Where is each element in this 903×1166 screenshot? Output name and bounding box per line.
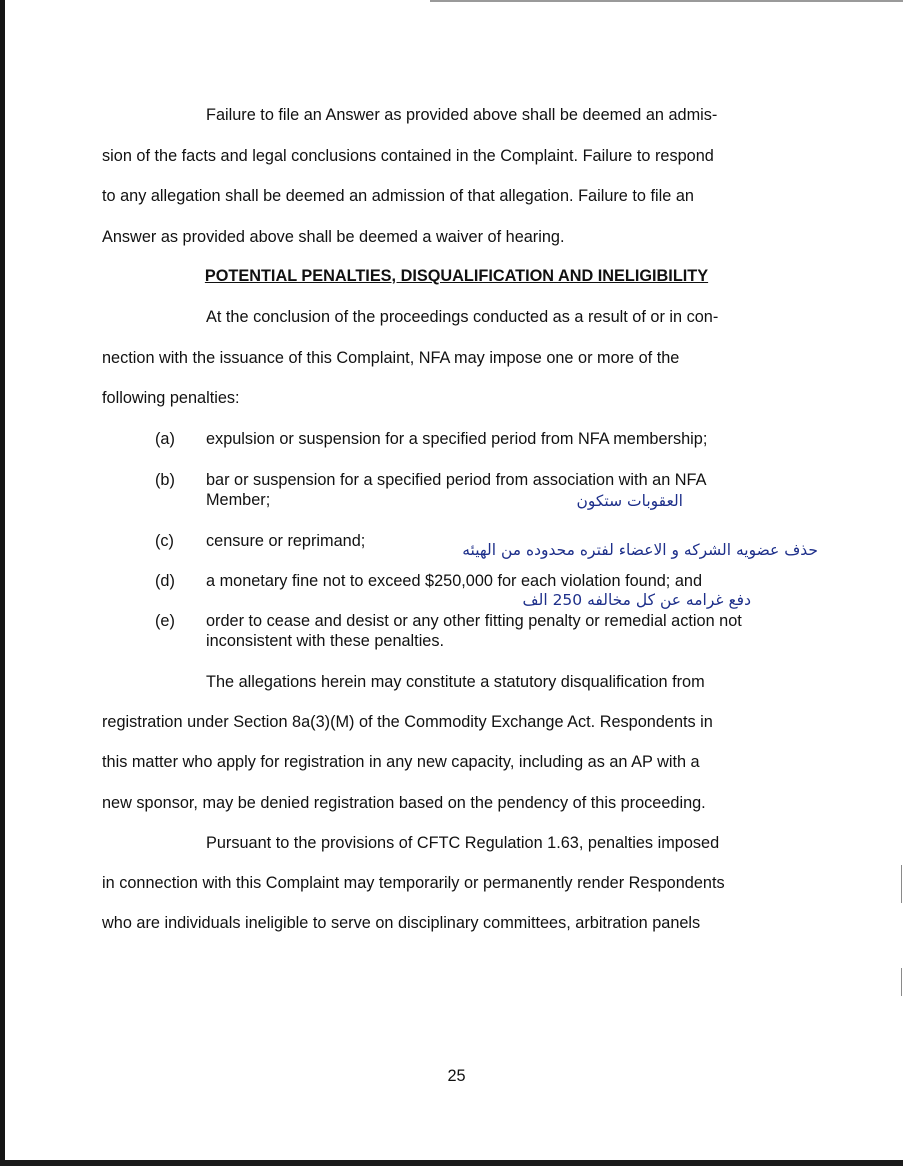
paragraph-line: this matter who apply for registration in any new capacity, including as an AP with a (102, 753, 700, 771)
paragraph-line: sion of the facts and legal conclusions contained in the Complaint. Failure to respond (102, 147, 714, 165)
paragraph-line: Failure to file an Answer as provided above shall be deemed an admis- (206, 106, 718, 124)
penalty-text: order to cease and desist or any other fitting penalty or remedial action not inconsistent with these penalties. (206, 612, 742, 650)
paragraph-line: nection with the issuance of this Complaint, NFA may impose one or more of the (102, 349, 680, 367)
penalty-label: (d) (155, 572, 175, 590)
scan-mark (901, 968, 902, 996)
penalty-label: (a) (155, 430, 175, 448)
paragraph-line: Answer as provided above shall be deemed a waiver of hearing. (102, 228, 565, 246)
paragraph-line: new sponsor, may be denied registration based on the pendency of this proceeding. (102, 794, 706, 812)
page-number: 25 (447, 1067, 466, 1085)
paragraph-line: registration under Section 8a(3)(M) of the Commodity Exchange Act. Respondents in (102, 713, 713, 731)
arabic-annotation: دفع غرامه عن كل مخالفه 250 الف (522, 591, 751, 609)
penalty-text: bar or suspension for a specified period from association with an NFA Member; (206, 471, 706, 509)
arabic-annotation: العقوبات ستكون (576, 492, 683, 510)
scan-top-edge (430, 0, 903, 2)
paragraph-line: following penalties: (102, 389, 240, 407)
paragraph-line: who are individuals ineligible to serve on disciplinary committees, arbitration panels (102, 914, 701, 932)
paragraph-line: At the conclusion of the proceedings conducted as a result of or in con- (206, 308, 719, 326)
penalty-label: (e) (155, 612, 175, 630)
scan-bottom-edge (0, 1160, 903, 1166)
penalty-label: (c) (155, 532, 174, 550)
paragraph-line: in connection with this Complaint may temporarily or permanently render Respondents (102, 874, 725, 892)
scan-mark (901, 865, 902, 903)
penalty-text: expulsion or suspension for a specified period from NFA membership; (206, 430, 708, 448)
arabic-annotation: حذف عضويه الشركه و الاعضاء لفتره محدوده من الهيئه (462, 541, 818, 559)
penalty-text: a monetary fine not to exceed $250,000 for each violation found; and (206, 572, 703, 590)
penalty-text: censure or reprimand; (206, 532, 366, 550)
paragraph-line: Pursuant to the provisions of CFTC Regulation 1.63, penalties imposed (206, 834, 720, 852)
penalty-label: (b) (155, 471, 175, 489)
section-heading: POTENTIAL PENALTIES, DISQUALIFICATION AND INELIGIBILITY (204, 267, 709, 285)
paragraph-line: The allegations herein may constitute a statutory disqualification from (206, 673, 705, 691)
paragraph-line: to any allegation shall be deemed an admission of that allegation. Failure to file an (102, 187, 694, 205)
scan-left-edge (0, 0, 5, 1166)
